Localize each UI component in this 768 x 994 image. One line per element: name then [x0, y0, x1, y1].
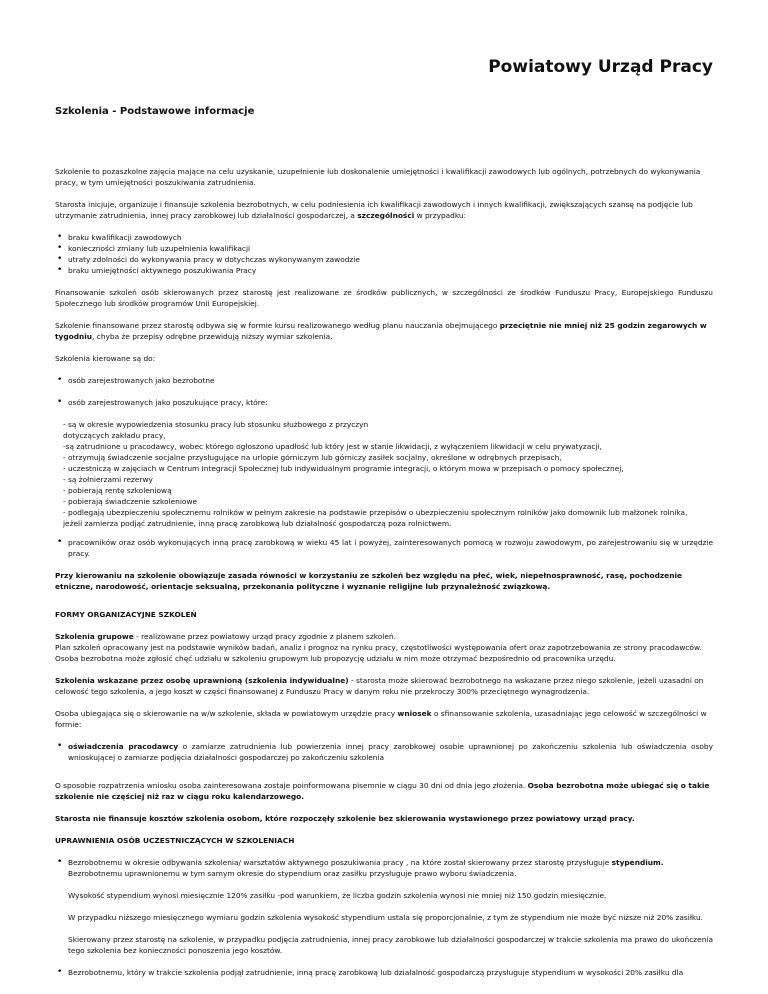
stipend-text: Bezrobotnemu w okresie odbywania szkolenia/ warsztatów aktywnego poszukiwania pracy , na które został skierowany przez starostę przysługuje [68, 858, 612, 867]
group-training-plan: Plan szkoleń opracowany jest na podstawie wyników badań, analiz i prognoz na rynku pracy, częstotliwości występowania ofert oraz zapotrzebowania ze strony pracodawców. [55, 643, 702, 652]
directed-list-3 [55, 537, 713, 559]
individual-training-label: Szkolenia wskazane przez osobę uprawnioną (szkolenia indywidualne) [55, 676, 349, 685]
list-item: • braku umiejętności aktywnego poszukiwania Pracy [63, 265, 713, 276]
list-item: • Bezrobotnemu, który w trakcie szkolenia podjął zatrudnienie, inną pracę zarobkową lub działalność gospodarczą przysługuje stypendium w wysokości 20% zasiłku dla [63, 967, 713, 978]
rights-list [55, 857, 713, 879]
course-paragraph [55, 320, 713, 342]
condition-line: - pobierają rentę szkoleniową [63, 486, 172, 495]
course-emphasis: przeciętnie nie mniej niż 25 godzin zegarowych w tygodniu [55, 321, 707, 341]
group-training-label: Szkolenia grupowe [55, 632, 134, 641]
list-item: • konieczności zmiany lub uzupełnienia kwalifikacji [63, 243, 713, 254]
intro-paragraph: Szkolenie to pozaszkolne zajęcia mające na celu uzyskanie, uzupełnienie lub doskonalenie umiejętności i kwalifikacji zawodowych lub ogólnych, potrzebnych do wykonywania pracy, w tym umiejętności poszukiwania zatrudnienia. [55, 167, 701, 187]
intro-text: Starosta inicjuje, organizuje i finansuje szkolenia bezrobotnych, w celu podniesienia ich kwalifikacji zawodowych i innych kwalifikacji, zwiększających szansę na podjęcie lub utrzymanie zatrudnienia, innej pracy zarobkowej lub działalności gospodarczej, a [55, 200, 693, 220]
group-training-apply: Osoba bezrobotna może zgłosić chęć udziału w szkoleniu grupowym lub propozycję udziału w nim może otrzymać bezpośrednio od pracownika urzędu. [55, 654, 616, 663]
directed-heading: Szkolenia kierowane są do: [55, 354, 156, 363]
condition-line: - otrzymują świadczenie socjalne przysługujące na urlopie górniczym lub górniczy zasiłek socjalny, określone w odrębnych przepisach, [63, 453, 562, 462]
course-text-end: , chyba że przepisy odrębne przewidują niższy wymiar szkolenia. [92, 332, 333, 341]
list-item: • pracowników oraz osób wykonujących inną pracę zarobkową w wieku 45 lat i powyżej, zainteresowanych pomocą w rozwoju zawodowym, po zarejestrowaniu się w urzędzie pracy. [63, 537, 713, 559]
individual-training-paragraph [55, 675, 713, 697]
employment-paragraph: Skierowany przez starostę na szkolenie, w przypadku podjęcia zatrudnienia, innej pracy zarobkowe lub działalności gospodarczej w trakcie szkolenia ma prawo do ukończenia tego szkolenia bez konieczności ponoszenia jego kosztów. [68, 935, 713, 955]
intro-text-end: w przypadku: [414, 211, 467, 220]
stipend-rate-paragraph: Wysokość stypendium wynosi miesięcznie 120% zasiłku -pod warunkiem, że liczba godzin szkolenia wynosi nie mniej niż 150 godzin miesięcznie. [68, 891, 607, 900]
directed-list-2 [55, 397, 713, 408]
condition-line: - podlegają ubezpieczeniu społecznemu rolników w pełnym zakresie na podstawie przepisów o ubezpieczeniu społecznym rolników jako domownik lub małżonek rolnika, [63, 508, 688, 517]
rights-heading: UPRAWNIENIA OSÓB UCZESTNICZĄCYCH W SZKOLENIACH [55, 836, 295, 845]
application-text-end: o sfinansowanie szkolenia, uzasadniając jego celowość w szczególności w formie: [55, 709, 707, 729]
cases-list [55, 232, 713, 276]
condition-line: - są żołnierzami rezerwy [63, 475, 153, 484]
list-item: • braku kwalifikacji zawodowych [63, 232, 713, 243]
list-item: • utraty zdolności do wykonywania pracy w dotychczas wykonywanym zawodzie [63, 254, 713, 265]
declaration-label: oświadczenia pracodawcy [68, 742, 179, 751]
group-training-text: - realizowane przez powiatowy urząd pracy zgodnie z planem szkoleń. [133, 632, 396, 641]
condition-line: jeżeli zamierza podjąć zatrudnienie, inną pracę zarobkową lub działalność gospodarczą poza rolnictwem. [63, 519, 452, 528]
list-item [63, 857, 713, 879]
application-text: Osoba ubiegająca się o skierowanie na w/w szkolenie, składa w powiatowym urzędzie pracy [55, 709, 398, 718]
application-emphasis: wniosek [397, 709, 432, 718]
list-item [63, 741, 713, 763]
rights-list-2 [55, 967, 713, 978]
financing-paragraph: Finansowanie szkoleń osób skierowanych przez starostę jest realizowane ze środków publicznych, w szczególności ze środków Funduszu Pracy, Europejskiego Funduszu Społecznego lub środków programów Unii Europejskiej. [55, 288, 713, 308]
declaration-text: o zamiarze zatrudnienia lub powierzenia innej pracy zarobkowej osobie uprawnionej po zakończeniu szkolenia lub oświadczenia osoby wnioskującej o zamiarze podjęcia działalności gospodarczej po zakończeniu szkolenia [68, 742, 713, 762]
intro-emphasis: szczególności [357, 211, 415, 220]
application-paragraph [55, 708, 713, 730]
section-title: Szkolenia - Podstawowe informacje [55, 106, 255, 117]
office-title: Powiatowy Urząd Pracy [488, 57, 713, 77]
individual-training-text: - starosta może skierować bezrobotnego na wskazane przez niego szkolenie, jeżeli uzasadni on celowość tego szkolenia, a jego koszt w części finansowanej z Funduszu Pracy w danym roku nie przekroczy 300% przeciętnego wynagrodzenia. [55, 676, 704, 696]
forms-heading: FORMY ORGANIZACYJNE SZKOLEŃ [55, 610, 197, 619]
notice-emphasis: Osoba bezrobotna może ubiegać się o takie szkolenie nie częściej niż raz w ciągu roku kalendarzowego. [55, 781, 710, 801]
condition-line: - pobierają świadczenie szkoleniowe [63, 497, 198, 506]
condition-line: dotyczących zakładu pracy, [63, 431, 166, 440]
notice-text: O sposobie rozpatrzenia wniosku osoba zainteresowana zostaje poinformowana pisemnie w ciągu 30 dni od dnia jego złożenia. [55, 781, 528, 790]
course-text: Szkolenie finansowane przez starostę odbywa się w formie kursu realizowanego według planu nauczania obejmującego [55, 321, 500, 330]
list-item: • osób zarejestrowanych jako bezrobotne [63, 375, 713, 386]
condition-line: - uczestniczą w zajęciach w Centrum Integracji Społecznej lub indywidualnym programie integracji, o którym mowa w przepisach o pomocy społecznej, [63, 464, 624, 473]
condition-line: -są zatrudnione u pracodawcy, wobec którego ogłoszono upadłość lub który jest w stanie likwidacji, z wyłączeniem likwidacji w celu prywatyzacji, [63, 442, 602, 451]
equality-statement: Przy kierowaniu na szkolenie obowiązuje zasada równości w korzystaniu ze szkoleń bez względu na płeć, wiek, niepełnosprawność, rasę, pochodzenie etniczne, narodowość, orientacje seksualną, przekonania polityczne i wyznanie religijne lub przynależność związkową. [55, 571, 682, 591]
list-item: • osób zarejestrowanych jako poszukujące pracy, które: [63, 397, 713, 408]
declaration-list [55, 741, 713, 763]
stipend-choice: Bezrobotnemu uprawnionemu w tym samym okresie do stypendium oraz zasiłku przysługuje prawo wyboru świadczenia. [68, 869, 517, 878]
no-finance-statement: Starosta nie finansuje kosztów szkolenia osobom, które rozpoczęły szkolenie bez skierowania wystawionego przez powiatowy urząd pracy. [55, 814, 635, 823]
jobseeker-conditions [55, 419, 713, 529]
condition-line: - są w okresie wypowiedzenia stosunku pracy lub stosunku służbowego z przyczyn [63, 420, 369, 429]
stipend-lower-paragraph: W przypadku niższego miesięcznego wymiaru godzin szkolenia wysokość stypendium ustala się proporcjonalnie, z tym że stypendium nie może być niższe niż 20% zasiłku. [68, 913, 704, 922]
notice-paragraph [55, 780, 713, 802]
stipend-emphasis: stypendium. [611, 858, 664, 867]
group-training-paragraph [55, 631, 713, 664]
directed-list [55, 375, 713, 386]
intro-paragraph-2 [55, 199, 713, 221]
